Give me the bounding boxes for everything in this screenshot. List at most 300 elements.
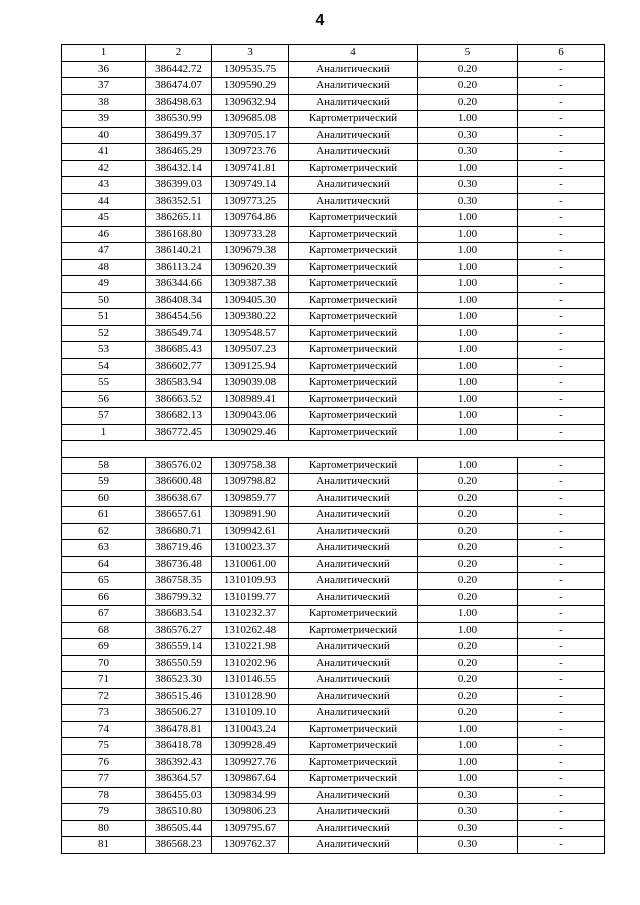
column-header: 2	[146, 45, 212, 62]
point-number-cell: 54	[62, 358, 146, 375]
table-row	[62, 672, 605, 689]
table-row	[62, 276, 605, 293]
y-coordinate-cell: 1310023.37	[212, 540, 289, 557]
y-coordinate-cell: 1310128.90	[212, 688, 289, 705]
x-coordinate-cell: 386549.74	[146, 325, 212, 342]
table-row	[62, 556, 605, 573]
accuracy-cell: 0.30	[418, 787, 518, 804]
table-row	[62, 754, 605, 771]
x-coordinate-cell: 386550.59	[146, 655, 212, 672]
y-coordinate-cell: 1309039.08	[212, 375, 289, 392]
y-coordinate-cell: 1309620.39	[212, 259, 289, 276]
method-cell: Картометрический	[289, 606, 418, 623]
x-coordinate-cell: 386442.72	[146, 61, 212, 78]
point-number-cell: 47	[62, 243, 146, 260]
point-number-cell: 39	[62, 111, 146, 128]
point-number-cell: 77	[62, 771, 146, 788]
note-cell: -	[518, 622, 605, 639]
y-coordinate-cell: 1310146.55	[212, 672, 289, 689]
accuracy-cell: 0.20	[418, 490, 518, 507]
table-body	[62, 61, 605, 853]
note-cell: -	[518, 276, 605, 293]
table-row	[62, 144, 605, 161]
method-cell: Аналитический	[289, 589, 418, 606]
table-row	[62, 457, 605, 474]
method-cell: Аналитический	[289, 639, 418, 656]
table-row	[62, 771, 605, 788]
x-coordinate-cell: 386576.27	[146, 622, 212, 639]
method-cell: Аналитический	[289, 523, 418, 540]
x-coordinate-cell: 386344.66	[146, 276, 212, 293]
point-number-cell: 67	[62, 606, 146, 623]
table-row	[62, 358, 605, 375]
accuracy-cell: 1.00	[418, 210, 518, 227]
point-number-cell: 50	[62, 292, 146, 309]
table-row	[62, 490, 605, 507]
table-row	[62, 688, 605, 705]
table-row	[62, 94, 605, 111]
x-coordinate-cell: 386772.45	[146, 424, 212, 441]
x-coordinate-cell: 386583.94	[146, 375, 212, 392]
x-coordinate-cell: 386568.23	[146, 837, 212, 854]
separator-row	[62, 441, 605, 458]
accuracy-cell: 0.20	[418, 688, 518, 705]
x-coordinate-cell: 386638.67	[146, 490, 212, 507]
accuracy-cell: 1.00	[418, 243, 518, 260]
note-cell: -	[518, 61, 605, 78]
x-coordinate-cell: 386515.46	[146, 688, 212, 705]
x-coordinate-cell: 386499.37	[146, 127, 212, 144]
point-number-cell: 71	[62, 672, 146, 689]
accuracy-cell: 0.30	[418, 127, 518, 144]
table-row	[62, 243, 605, 260]
point-number-cell: 45	[62, 210, 146, 227]
accuracy-cell: 0.20	[418, 672, 518, 689]
y-coordinate-cell: 1310061.00	[212, 556, 289, 573]
note-cell: -	[518, 391, 605, 408]
table-row	[62, 738, 605, 755]
accuracy-cell: 0.20	[418, 639, 518, 656]
accuracy-cell: 0.30	[418, 820, 518, 837]
note-cell: -	[518, 771, 605, 788]
note-cell: -	[518, 820, 605, 837]
method-cell: Аналитический	[289, 820, 418, 837]
note-cell: -	[518, 721, 605, 738]
accuracy-cell: 1.00	[418, 408, 518, 425]
x-coordinate-cell: 386657.61	[146, 507, 212, 524]
note-cell: -	[518, 523, 605, 540]
x-coordinate-cell: 386682.13	[146, 408, 212, 425]
x-coordinate-cell: 386432.14	[146, 160, 212, 177]
note-cell: -	[518, 78, 605, 95]
method-cell: Картометрический	[289, 243, 418, 260]
method-cell: Картометрический	[289, 375, 418, 392]
accuracy-cell: 1.00	[418, 292, 518, 309]
note-cell: -	[518, 837, 605, 854]
table-row	[62, 78, 605, 95]
note-cell: -	[518, 243, 605, 260]
method-cell: Аналитический	[289, 144, 418, 161]
method-cell: Картометрический	[289, 226, 418, 243]
method-cell: Картометрический	[289, 309, 418, 326]
point-number-cell: 44	[62, 193, 146, 210]
coordinates-table	[61, 44, 605, 854]
table-row	[62, 589, 605, 606]
x-coordinate-cell: 386418.78	[146, 738, 212, 755]
accuracy-cell: 1.00	[418, 309, 518, 326]
y-coordinate-cell: 1309927.76	[212, 754, 289, 771]
method-cell: Аналитический	[289, 787, 418, 804]
y-coordinate-cell: 1309507.23	[212, 342, 289, 359]
x-coordinate-cell: 386465.29	[146, 144, 212, 161]
note-cell: -	[518, 754, 605, 771]
point-number-cell: 51	[62, 309, 146, 326]
table-row	[62, 210, 605, 227]
method-cell: Аналитический	[289, 556, 418, 573]
y-coordinate-cell: 1309029.46	[212, 424, 289, 441]
method-cell: Аналитический	[289, 837, 418, 854]
note-cell: -	[518, 342, 605, 359]
accuracy-cell: 0.20	[418, 78, 518, 95]
x-coordinate-cell: 386455.03	[146, 787, 212, 804]
table-row	[62, 127, 605, 144]
point-number-cell: 52	[62, 325, 146, 342]
point-number-cell: 66	[62, 589, 146, 606]
point-number-cell: 74	[62, 721, 146, 738]
point-number-cell: 79	[62, 804, 146, 821]
point-number-cell: 1	[62, 424, 146, 441]
note-cell: -	[518, 490, 605, 507]
y-coordinate-cell: 1309723.76	[212, 144, 289, 161]
point-number-cell: 81	[62, 837, 146, 854]
point-number-cell: 37	[62, 78, 146, 95]
x-coordinate-cell: 386265.11	[146, 210, 212, 227]
method-cell: Картометрический	[289, 424, 418, 441]
note-cell: -	[518, 787, 605, 804]
method-cell: Картометрический	[289, 408, 418, 425]
table-row	[62, 391, 605, 408]
x-coordinate-cell: 386505.44	[146, 820, 212, 837]
x-coordinate-cell: 386510.80	[146, 804, 212, 821]
method-cell: Аналитический	[289, 78, 418, 95]
note-cell: -	[518, 111, 605, 128]
accuracy-cell: 1.00	[418, 606, 518, 623]
y-coordinate-cell: 1309764.86	[212, 210, 289, 227]
accuracy-cell: 1.00	[418, 721, 518, 738]
x-coordinate-cell: 386168.80	[146, 226, 212, 243]
accuracy-cell: 1.00	[418, 226, 518, 243]
note-cell: -	[518, 94, 605, 111]
table-row	[62, 111, 605, 128]
y-coordinate-cell: 1309043.06	[212, 408, 289, 425]
accuracy-cell: 0.20	[418, 94, 518, 111]
y-coordinate-cell: 1309795.67	[212, 820, 289, 837]
method-cell: Аналитический	[289, 193, 418, 210]
table-row	[62, 177, 605, 194]
table-row	[62, 622, 605, 639]
note-cell: -	[518, 556, 605, 573]
table-row	[62, 342, 605, 359]
point-number-cell: 62	[62, 523, 146, 540]
accuracy-cell: 0.30	[418, 177, 518, 194]
note-cell: -	[518, 655, 605, 672]
accuracy-cell: 0.30	[418, 837, 518, 854]
y-coordinate-cell: 1308989.41	[212, 391, 289, 408]
accuracy-cell: 1.00	[418, 160, 518, 177]
y-coordinate-cell: 1310262.48	[212, 622, 289, 639]
method-cell: Аналитический	[289, 573, 418, 590]
method-cell: Аналитический	[289, 705, 418, 722]
method-cell: Картометрический	[289, 622, 418, 639]
y-coordinate-cell: 1310109.93	[212, 573, 289, 590]
note-cell: -	[518, 375, 605, 392]
table-row	[62, 226, 605, 243]
point-number-cell: 68	[62, 622, 146, 639]
y-coordinate-cell: 1309798.82	[212, 474, 289, 491]
y-coordinate-cell: 1310221.98	[212, 639, 289, 656]
method-cell: Аналитический	[289, 507, 418, 524]
table-row	[62, 820, 605, 837]
table-row	[62, 523, 605, 540]
x-coordinate-cell: 386498.63	[146, 94, 212, 111]
column-header: 3	[212, 45, 289, 62]
note-cell: -	[518, 457, 605, 474]
method-cell: Аналитический	[289, 688, 418, 705]
note-cell: -	[518, 688, 605, 705]
x-coordinate-cell: 386113.24	[146, 259, 212, 276]
accuracy-cell: 0.30	[418, 804, 518, 821]
note-cell: -	[518, 672, 605, 689]
table-row	[62, 160, 605, 177]
point-number-cell: 43	[62, 177, 146, 194]
point-number-cell: 80	[62, 820, 146, 837]
point-number-cell: 48	[62, 259, 146, 276]
method-cell: Картометрический	[289, 259, 418, 276]
table-header-row	[62, 45, 605, 62]
x-coordinate-cell: 386663.52	[146, 391, 212, 408]
accuracy-cell: 0.30	[418, 193, 518, 210]
y-coordinate-cell: 1309859.77	[212, 490, 289, 507]
x-coordinate-cell: 386364.57	[146, 771, 212, 788]
method-cell: Аналитический	[289, 655, 418, 672]
accuracy-cell: 0.30	[418, 144, 518, 161]
accuracy-cell: 0.20	[418, 540, 518, 557]
table-row	[62, 606, 605, 623]
note-cell: -	[518, 474, 605, 491]
accuracy-cell: 1.00	[418, 259, 518, 276]
method-cell: Картометрический	[289, 771, 418, 788]
page-number: 4	[315, 12, 325, 29]
y-coordinate-cell: 1309942.61	[212, 523, 289, 540]
note-cell: -	[518, 325, 605, 342]
method-cell: Картометрический	[289, 111, 418, 128]
point-number-cell: 75	[62, 738, 146, 755]
accuracy-cell: 1.00	[418, 457, 518, 474]
point-number-cell: 40	[62, 127, 146, 144]
note-cell: -	[518, 540, 605, 557]
method-cell: Картометрический	[289, 358, 418, 375]
method-cell: Аналитический	[289, 474, 418, 491]
point-number-cell: 78	[62, 787, 146, 804]
point-number-cell: 64	[62, 556, 146, 573]
point-number-cell: 73	[62, 705, 146, 722]
x-coordinate-cell: 386576.02	[146, 457, 212, 474]
table-row	[62, 325, 605, 342]
x-coordinate-cell: 386454.56	[146, 309, 212, 326]
x-coordinate-cell: 386352.51	[146, 193, 212, 210]
note-cell: -	[518, 639, 605, 656]
y-coordinate-cell: 1309679.38	[212, 243, 289, 260]
accuracy-cell: 0.20	[418, 705, 518, 722]
note-cell: -	[518, 210, 605, 227]
x-coordinate-cell: 386506.27	[146, 705, 212, 722]
point-number-cell: 38	[62, 94, 146, 111]
method-cell: Картометрический	[289, 292, 418, 309]
note-cell: -	[518, 127, 605, 144]
table-row	[62, 787, 605, 804]
table-row	[62, 424, 605, 441]
x-coordinate-cell: 386758.35	[146, 573, 212, 590]
method-cell: Аналитический	[289, 804, 418, 821]
y-coordinate-cell: 1309535.75	[212, 61, 289, 78]
x-coordinate-cell: 386140.21	[146, 243, 212, 260]
point-number-cell: 63	[62, 540, 146, 557]
point-number-cell: 56	[62, 391, 146, 408]
x-coordinate-cell: 386602.77	[146, 358, 212, 375]
y-coordinate-cell: 1310043.24	[212, 721, 289, 738]
point-number-cell: 42	[62, 160, 146, 177]
method-cell: Картометрический	[289, 391, 418, 408]
method-cell: Картометрический	[289, 210, 418, 227]
note-cell: -	[518, 804, 605, 821]
point-number-cell: 70	[62, 655, 146, 672]
table-row	[62, 540, 605, 557]
note-cell: -	[518, 738, 605, 755]
y-coordinate-cell: 1310109.10	[212, 705, 289, 722]
table-row	[62, 375, 605, 392]
point-number-cell: 72	[62, 688, 146, 705]
note-cell: -	[518, 507, 605, 524]
method-cell: Картометрический	[289, 342, 418, 359]
note-cell: -	[518, 259, 605, 276]
accuracy-cell: 0.20	[418, 523, 518, 540]
accuracy-cell: 0.20	[418, 655, 518, 672]
column-header: 5	[418, 45, 518, 62]
note-cell: -	[518, 177, 605, 194]
x-coordinate-cell: 386523.30	[146, 672, 212, 689]
note-cell: -	[518, 589, 605, 606]
note-cell: -	[518, 573, 605, 590]
method-cell: Аналитический	[289, 540, 418, 557]
table-row	[62, 474, 605, 491]
y-coordinate-cell: 1309632.94	[212, 94, 289, 111]
method-cell: Аналитический	[289, 61, 418, 78]
table-row	[62, 705, 605, 722]
table-row	[62, 804, 605, 821]
column-header: 4	[289, 45, 418, 62]
y-coordinate-cell: 1309806.23	[212, 804, 289, 821]
accuracy-cell: 1.00	[418, 391, 518, 408]
accuracy-cell: 0.20	[418, 507, 518, 524]
accuracy-cell: 1.00	[418, 622, 518, 639]
y-coordinate-cell: 1310232.37	[212, 606, 289, 623]
y-coordinate-cell: 1309834.99	[212, 787, 289, 804]
point-number-cell: 55	[62, 375, 146, 392]
point-number-cell: 53	[62, 342, 146, 359]
y-coordinate-cell: 1310199.77	[212, 589, 289, 606]
x-coordinate-cell: 386683.54	[146, 606, 212, 623]
note-cell: -	[518, 408, 605, 425]
method-cell: Картометрический	[289, 276, 418, 293]
point-number-cell: 61	[62, 507, 146, 524]
table-row	[62, 292, 605, 309]
x-coordinate-cell: 386559.14	[146, 639, 212, 656]
accuracy-cell: 0.20	[418, 556, 518, 573]
point-number-cell: 65	[62, 573, 146, 590]
accuracy-cell: 0.20	[418, 474, 518, 491]
method-cell: Картометрический	[289, 721, 418, 738]
note-cell: -	[518, 193, 605, 210]
point-number-cell: 59	[62, 474, 146, 491]
x-coordinate-cell: 386680.71	[146, 523, 212, 540]
accuracy-cell: 1.00	[418, 424, 518, 441]
table-row	[62, 408, 605, 425]
accuracy-cell: 0.20	[418, 61, 518, 78]
note-cell: -	[518, 226, 605, 243]
accuracy-cell: 1.00	[418, 276, 518, 293]
note-cell: -	[518, 424, 605, 441]
method-cell: Аналитический	[289, 94, 418, 111]
accuracy-cell: 1.00	[418, 375, 518, 392]
x-coordinate-cell: 386478.81	[146, 721, 212, 738]
note-cell: -	[518, 160, 605, 177]
table-row	[62, 573, 605, 590]
separator-cell	[62, 441, 605, 458]
table-row	[62, 837, 605, 854]
method-cell: Аналитический	[289, 672, 418, 689]
x-coordinate-cell: 386799.32	[146, 589, 212, 606]
method-cell: Аналитический	[289, 490, 418, 507]
method-cell: Аналитический	[289, 177, 418, 194]
accuracy-cell: 1.00	[418, 325, 518, 342]
accuracy-cell: 0.20	[418, 589, 518, 606]
point-number-cell: 46	[62, 226, 146, 243]
y-coordinate-cell: 1309741.81	[212, 160, 289, 177]
accuracy-cell: 1.00	[418, 771, 518, 788]
y-coordinate-cell: 1309405.30	[212, 292, 289, 309]
method-cell: Картометрический	[289, 738, 418, 755]
x-coordinate-cell: 386685.43	[146, 342, 212, 359]
point-number-cell: 57	[62, 408, 146, 425]
accuracy-cell: 1.00	[418, 111, 518, 128]
x-coordinate-cell: 386719.46	[146, 540, 212, 557]
x-coordinate-cell: 386736.48	[146, 556, 212, 573]
table-row	[62, 193, 605, 210]
x-coordinate-cell: 386392.43	[146, 754, 212, 771]
y-coordinate-cell: 1309387.38	[212, 276, 289, 293]
y-coordinate-cell: 1309590.29	[212, 78, 289, 95]
method-cell: Картометрический	[289, 457, 418, 474]
note-cell: -	[518, 309, 605, 326]
method-cell: Картометрический	[289, 754, 418, 771]
x-coordinate-cell: 386530.99	[146, 111, 212, 128]
accuracy-cell: 1.00	[418, 754, 518, 771]
y-coordinate-cell: 1309125.94	[212, 358, 289, 375]
point-number-cell: 58	[62, 457, 146, 474]
note-cell: -	[518, 292, 605, 309]
table-row	[62, 309, 605, 326]
y-coordinate-cell: 1309762.37	[212, 837, 289, 854]
